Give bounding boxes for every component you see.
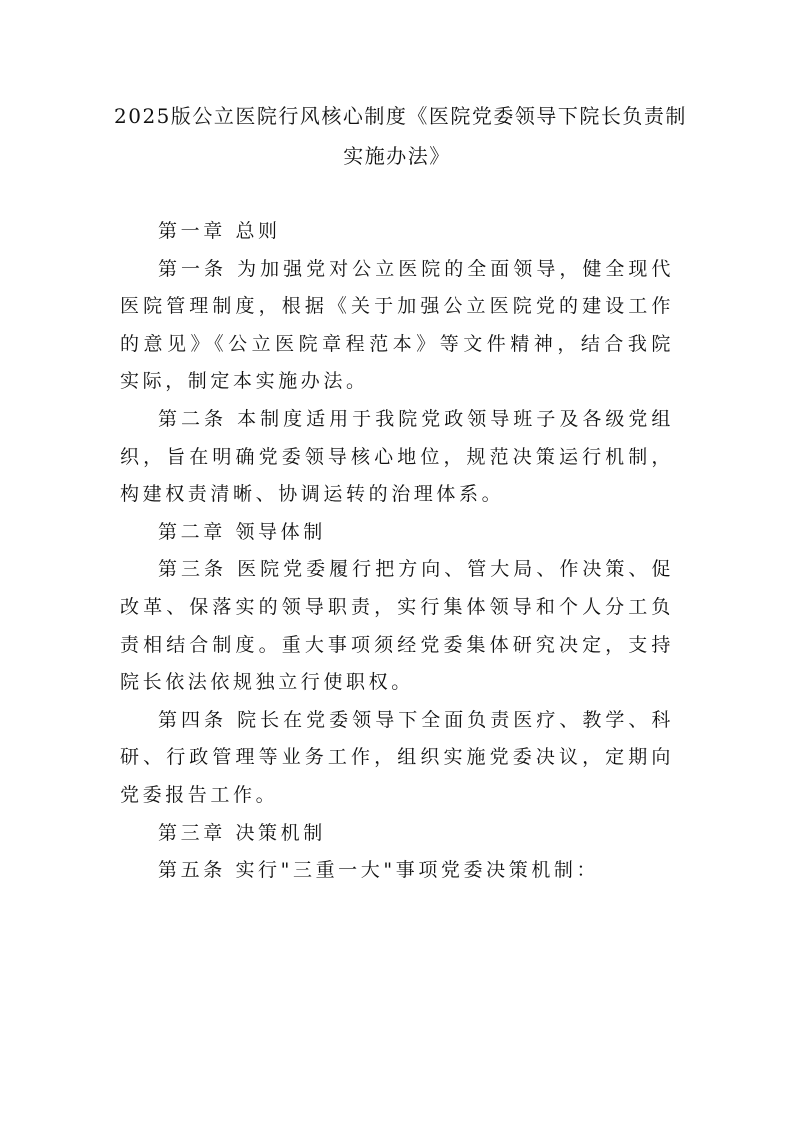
article-4: 第四条 院长在党委领导下全面负责医疗、教学、科研、行政管理等业务工作，组织实施党委决议，定期向党委报告工作。 (120, 708, 674, 806)
article-3: 第三条 医院党委履行把方向、管大局、作决策、促改革、保落实的领导职责，实行集体领导和个人分工负责相结合制度。重大事项须经党委集体研究决定，支持院长依法依规独立行使职权。 (120, 558, 674, 694)
document-title (114, 96, 687, 176)
chapter-heading-2: 第二章 领导体制 (158, 520, 326, 543)
article-1: 第一条 为加强党对公立医院的全面领导，健全现代医院管理制度，根据《关于加强公立医院党的建设工作的意见》《公立医院章程范本》等文件精神，结合我院实际，制定本实施办法。 (120, 257, 674, 393)
article-2: 第二条 本制度适用于我院党政领导班子及各级党组织，旨在明确党委领导核心地位，规范决策运行机制，构建权责清晰、协调运转的治理体系。 (120, 407, 674, 506)
chapter-heading-3: 第三章 决策机制 (158, 821, 326, 844)
title-line-2: 实施办法》 (343, 144, 451, 168)
document-page (114, 96, 687, 890)
document-body (120, 213, 674, 890)
chapter-heading-1: 第一章 总则 (158, 220, 281, 242)
title-line-1: 2025版公立医院行风核心制度《医院党委领导下院长负责制 (114, 104, 687, 128)
article-5: 第五条 实行"三重一大"事项党委决策机制： (158, 859, 600, 882)
